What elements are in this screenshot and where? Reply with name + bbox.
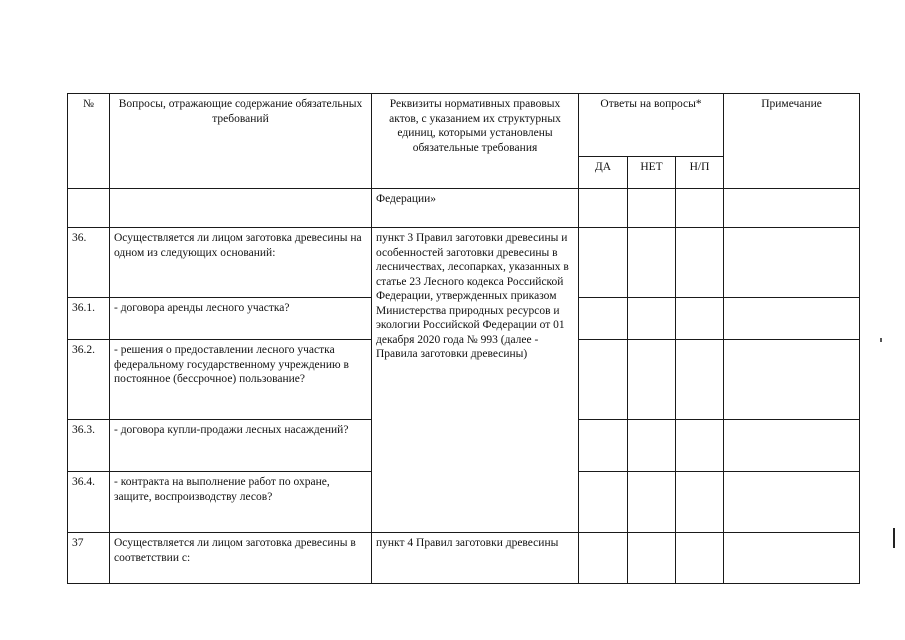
header-number: №: [68, 94, 110, 189]
checklist-table: [67, 93, 860, 584]
note-cell[interactable]: [724, 472, 860, 533]
row-number: 36.1.: [68, 298, 110, 340]
row-number: 36.4.: [68, 472, 110, 533]
table-row: [68, 189, 860, 228]
row-number: 36.2.: [68, 340, 110, 420]
row-question: - контракта на выполнение работ по охране, защите, воспроизводству лесов?: [110, 472, 372, 533]
row-requisites: Федерации»: [372, 189, 579, 228]
scan-artifact: [893, 528, 895, 548]
note-cell[interactable]: [724, 533, 860, 584]
answer-yes-cell[interactable]: [579, 472, 628, 533]
row-requisites-merged: пункт 3 Правил заготовки древесины и особенностей заготовки древесины в лесничествах, лесопарках, указанных в статье 23 Лесного кодекса Российской Федерации, утвержденных приказом Министерства природных ресурсов и экологии Российской Федерации от 01 декабря 2020 года № 993 (далее - Правила заготовки древесины): [372, 228, 579, 533]
header-note: Примечание: [724, 94, 860, 189]
note-cell[interactable]: [724, 298, 860, 340]
row-number: 36.3.: [68, 420, 110, 472]
answer-na-cell[interactable]: [676, 298, 724, 340]
header-answer-no: НЕТ: [628, 157, 676, 189]
row-number: 36.: [68, 228, 110, 298]
row-question: - договора купли-продажи лесных насаждений?: [110, 420, 372, 472]
row-question: [110, 189, 372, 228]
row-question: Осуществляется ли лицом заготовка древесины на одном из следующих оснований:: [110, 228, 372, 298]
answer-na-cell[interactable]: [676, 340, 724, 420]
header-answers: Ответы на вопросы*: [579, 94, 724, 157]
answer-na-cell[interactable]: [676, 420, 724, 472]
table-row: [68, 533, 860, 584]
row-requisites: пункт 4 Правил заготовки древесины: [372, 533, 579, 584]
answer-yes-cell[interactable]: [579, 420, 628, 472]
scan-artifact: [880, 338, 882, 342]
row-number: [68, 189, 110, 228]
answer-no-cell[interactable]: [628, 533, 676, 584]
table-row: [68, 228, 860, 298]
row-question: - договора аренды лесного участка?: [110, 298, 372, 340]
answer-yes-cell[interactable]: [579, 189, 628, 228]
answer-yes-cell[interactable]: [579, 298, 628, 340]
answer-no-cell[interactable]: [628, 298, 676, 340]
answer-na-cell[interactable]: [676, 189, 724, 228]
note-cell[interactable]: [724, 189, 860, 228]
header-answer-yes: ДА: [579, 157, 628, 189]
note-cell[interactable]: [724, 420, 860, 472]
note-cell[interactable]: [724, 340, 860, 420]
header-answer-na: Н/П: [676, 157, 724, 189]
answer-no-cell[interactable]: [628, 472, 676, 533]
answer-na-cell[interactable]: [676, 472, 724, 533]
row-question: Осуществляется ли лицом заготовка древесины в соответствии с:: [110, 533, 372, 584]
answer-no-cell[interactable]: [628, 228, 676, 298]
answer-yes-cell[interactable]: [579, 533, 628, 584]
answer-no-cell[interactable]: [628, 189, 676, 228]
header-requisites: Реквизиты нормативных правовых актов, с указанием их структурных единиц, которыми установлены обязательные требования: [372, 94, 579, 189]
row-number: 37: [68, 533, 110, 584]
answer-na-cell[interactable]: [676, 533, 724, 584]
row-question: - решения о предоставлении лесного участка федеральному государственному учреждению в постоянное (бессрочное) пользование?: [110, 340, 372, 420]
answer-no-cell[interactable]: [628, 420, 676, 472]
header-row: [68, 94, 860, 157]
answer-no-cell[interactable]: [628, 340, 676, 420]
note-cell[interactable]: [724, 228, 860, 298]
answer-na-cell[interactable]: [676, 228, 724, 298]
answer-yes-cell[interactable]: [579, 228, 628, 298]
answer-yes-cell[interactable]: [579, 340, 628, 420]
header-questions: Вопросы, отражающие содержание обязательных требований: [110, 94, 372, 189]
